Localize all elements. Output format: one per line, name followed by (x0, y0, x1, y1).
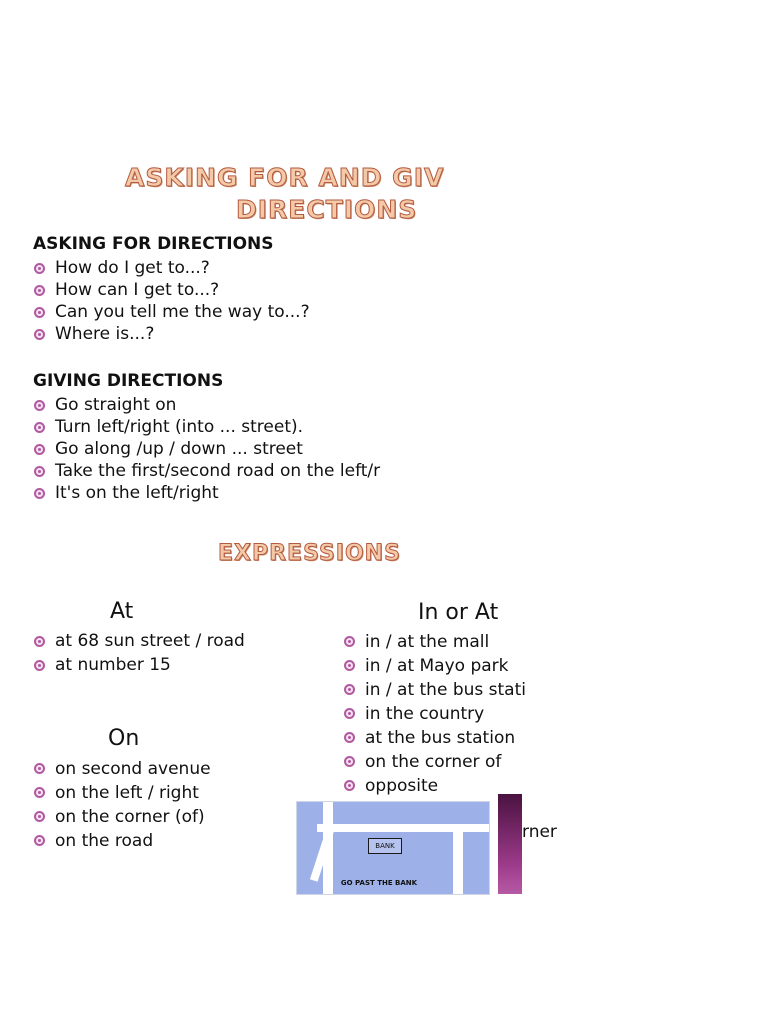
list-item: Turn left/right (into ... street). (31, 416, 380, 438)
bullet-icon (34, 660, 45, 671)
giving-heading: GIVING DIRECTIONS (33, 371, 224, 391)
list-item: at 68 sun street / road (31, 630, 281, 654)
list-item: Go along /up / down ... street (31, 438, 380, 460)
on-heading: On (108, 726, 140, 751)
bullet-icon (34, 307, 45, 318)
list-item: Go straight on (31, 394, 380, 416)
list-item: on the corner of (341, 750, 526, 774)
bullet-icon (34, 787, 45, 798)
list-item: on second avenue (31, 757, 211, 781)
expressions-title: EXPRESSIONS (218, 541, 401, 566)
list-item: in / at the mall (341, 630, 526, 654)
title-line-2: DIRECTIONS (236, 195, 418, 224)
map-street-vertical-right (453, 824, 463, 894)
bullet-icon (34, 466, 45, 477)
bullet-icon (34, 285, 45, 296)
list-item: It's on the left/right (31, 482, 380, 504)
list-item: on the left / right (31, 781, 211, 805)
bullet-icon (344, 756, 355, 767)
list-item: on the road (31, 829, 211, 853)
giving-list (31, 394, 380, 504)
on-list (31, 757, 211, 853)
bullet-icon (344, 780, 355, 791)
bullet-icon (34, 329, 45, 340)
bullet-icon (344, 708, 355, 719)
list-item: opposite (341, 774, 526, 798)
list-item: How can I get to...? (31, 279, 310, 301)
in-or-at-list (341, 630, 526, 798)
list-item: in the country (341, 702, 526, 726)
at-heading: At (110, 599, 134, 624)
asking-heading: ASKING FOR DIRECTIONS (33, 234, 274, 254)
purple-bar (498, 794, 522, 894)
list-item: at the bus station (341, 726, 526, 750)
bullet-icon (34, 400, 45, 411)
bullet-icon (34, 444, 45, 455)
bullet-icon (34, 636, 45, 647)
bullet-icon (344, 660, 355, 671)
title-line-1: ASKING FOR AND GIV (125, 163, 445, 192)
cut-off-text: rner (522, 822, 557, 842)
at-list (31, 630, 281, 676)
list-item: on the corner (of) (31, 805, 211, 829)
list-item: at number 15 (31, 654, 281, 676)
list-item: How do I get to...? (31, 257, 310, 279)
bullet-icon (344, 732, 355, 743)
list-item: in / at Mayo park (341, 654, 526, 678)
map-street-horizontal (317, 824, 489, 832)
bullet-icon (344, 684, 355, 695)
asking-list (31, 257, 310, 345)
list-item: Where is...? (31, 323, 310, 345)
bullet-icon (344, 636, 355, 647)
bullet-icon (34, 763, 45, 774)
in-or-at-heading: In or At (418, 600, 499, 625)
map-caption: GO PAST THE BANK (340, 879, 418, 887)
map-bank-label: BANK (368, 838, 402, 854)
bullet-icon (34, 263, 45, 274)
list-item: Can you tell me the way to...? (31, 301, 310, 323)
bullet-icon (34, 835, 45, 846)
map-illustration (296, 801, 490, 895)
list-item: in / at the bus stati (341, 678, 526, 702)
bullet-icon (34, 422, 45, 433)
bullet-icon (34, 811, 45, 822)
list-item: Take the first/second road on the left/r (31, 460, 380, 482)
bullet-icon (34, 488, 45, 499)
